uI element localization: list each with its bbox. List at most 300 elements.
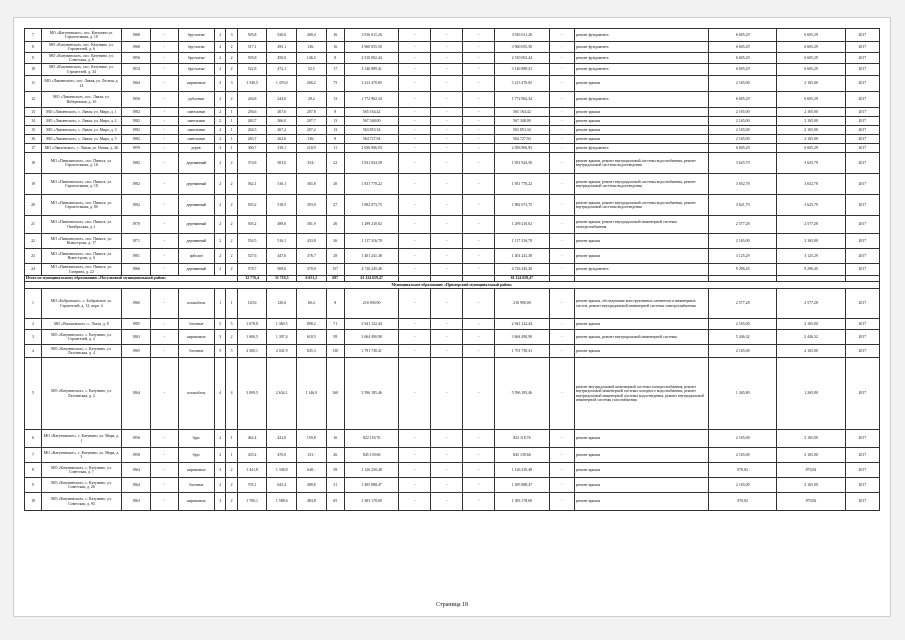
cell-tot: 845 139,66 — [495, 448, 550, 463]
cell-a1: 2 300,1 — [237, 345, 267, 358]
cell-en: 5 — [226, 345, 237, 358]
cell-c3: - — [151, 117, 178, 126]
cell-fl: 2 — [215, 249, 226, 264]
cell-cost: 565 164,42 — [344, 108, 399, 117]
cell-e3: - — [463, 463, 495, 478]
cell-year: 1960 — [121, 289, 151, 319]
cell-cost: 563 853,34 — [344, 126, 399, 135]
cell-a1: 562,1 — [237, 174, 267, 195]
cell-wall: деревянный — [178, 174, 214, 195]
cell-addr: МО «Пиньгинское», пос. Пиньга, ул. Новостроек, д. 6 — [42, 249, 122, 264]
cell-c3: - — [151, 76, 178, 92]
cell-e3: - — [463, 108, 495, 117]
cell-a1: 374,8 — [237, 153, 267, 174]
cell-a1: 505,8 — [237, 29, 267, 42]
cell-u2: 6 605,29 — [777, 92, 845, 108]
cell-year: 1964 — [121, 358, 151, 430]
cell-a3: 207,8 — [297, 108, 327, 117]
cell-year: 1966 — [121, 264, 151, 276]
cell-a2: 1 397,4 — [267, 330, 297, 345]
cell-n: 6 — [25, 430, 42, 448]
cell-u1: 3 625,79 — [709, 153, 777, 174]
cell-work: ремонт крыши — [574, 478, 708, 493]
cell-fl: 2 — [215, 53, 226, 64]
cell-en: 2 — [226, 195, 237, 216]
cell-e3: - — [463, 195, 495, 216]
cell-year: 1985 — [121, 319, 151, 330]
cell-en: 2 — [226, 493, 237, 511]
cell-addr: МО «Пиньгинское», пос. Пиньга, ул. Строительная, д. 18 — [42, 174, 122, 195]
cell-a1: 300,7 — [237, 144, 267, 153]
cell-addr: МО «Пиньгинское», пос. Пиньга, ул. Новостроек, д. 17 — [42, 234, 122, 249]
cell-c3: - — [151, 478, 178, 493]
cell-e1: - — [399, 264, 431, 276]
cell-wall: брусчатые — [178, 42, 214, 53]
cell-a3: 131,- — [297, 448, 327, 463]
cell-a2: 318,1 — [267, 144, 297, 153]
cell-e1: - — [399, 108, 431, 117]
cell-e1: - — [399, 463, 431, 478]
cell-en: 1 — [226, 144, 237, 153]
subtotal-area-b: 6 651,2 — [297, 276, 327, 282]
cell-e3: - — [463, 430, 495, 448]
cell-fl: 2 — [215, 448, 226, 463]
cell-a2: 518,5 — [267, 195, 297, 216]
cell-e1: - — [399, 493, 431, 511]
cell-e2: - — [431, 64, 463, 76]
table-row — [25, 448, 880, 463]
cell-a3: 808,2 — [297, 319, 327, 330]
cell-cost: 3 664 490,90 — [344, 330, 399, 345]
cell-res: 8 — [326, 289, 344, 319]
cell-yr: 2017 — [845, 330, 879, 345]
cell-cost: 1 831 924,58 — [344, 153, 399, 174]
cell-a2: 1 588,6 — [267, 493, 297, 511]
cell-yr: 2017 — [845, 126, 879, 135]
cell-wall: панельные — [178, 126, 214, 135]
cell-work: ремонт крыши — [574, 463, 708, 478]
cell-tot: 1 126 250,48 — [495, 463, 550, 478]
cell-a1: 505,8 — [237, 53, 267, 64]
cell-year: 1963 — [121, 330, 151, 345]
cell-a3: 640,- — [297, 463, 327, 478]
cell-u2: 6 605,29 — [777, 42, 845, 53]
cell-u2: 2 165,00 — [777, 117, 845, 126]
cell-en: 2 — [226, 330, 237, 345]
cell-year: 1954 — [121, 64, 151, 76]
cell-n: 10 — [25, 64, 42, 76]
cell-en: 1 — [226, 289, 237, 319]
cell-cost: 1 126 250,48 — [344, 463, 399, 478]
cell-c16: - — [549, 174, 574, 195]
cell-yr: 2017 — [845, 29, 879, 42]
cell-a1: 264,5 — [237, 126, 267, 135]
cell-a3: 207,7 — [297, 117, 327, 126]
cell-u2: 6 605,29 — [777, 53, 845, 64]
cell-u1: 870,82 — [709, 463, 777, 478]
cell-e1: - — [399, 29, 431, 42]
cell-c16: - — [549, 264, 574, 276]
cell-yr: 2017 — [845, 478, 879, 493]
cell-e1: - — [399, 64, 431, 76]
cell-fl: 2 — [215, 478, 226, 493]
cell-a3: 301,9 — [297, 216, 327, 234]
cell-n: 8 — [25, 463, 42, 478]
cell-wall: деревянный — [178, 153, 214, 174]
cell-e3: - — [463, 234, 495, 249]
cell-c16: - — [549, 319, 574, 330]
cell-addr: МО «Катунинское», пос. Катунино, ул. Строителей, д. 6 — [42, 42, 122, 53]
cell-e3: - — [463, 264, 495, 276]
cell-cost: 2 941 122,44 — [344, 319, 399, 330]
cell-wall: кирпичные — [178, 330, 214, 345]
cell-tot: 2 056 906,93 — [495, 144, 550, 153]
cell-res: 58 — [326, 330, 344, 345]
cell-wall: дерев. — [178, 144, 214, 153]
cell-c3: - — [151, 234, 178, 249]
cell-cost: 3 916 611,26 — [344, 29, 399, 42]
cell-addr: МО «Катунинское», с. Катунино, ул. Советская, д. 7 — [42, 463, 122, 478]
subtotal-area-a: 31 710,5 — [267, 276, 297, 282]
cell-tot: 1 117 316,78 — [495, 234, 550, 249]
cell-a3: 484,8 — [297, 493, 327, 511]
cell-wall: панельные — [178, 117, 214, 126]
cell-e1: - — [399, 174, 431, 195]
cell-c16: - — [549, 153, 574, 174]
cell-e3: - — [463, 53, 495, 64]
cell-addr: МО «Лявленское», с. Лявля, ул. Мира, д. 5 — [42, 135, 122, 144]
cell-n: 11 — [25, 76, 42, 92]
cell-work: ремонт крыши — [574, 249, 708, 264]
cell-n: 9 — [25, 53, 42, 64]
cell-c16: - — [549, 76, 574, 92]
cell-a3: 845,3 — [297, 345, 327, 358]
cell-e3: - — [463, 493, 495, 511]
cell-year: 1956 — [121, 430, 151, 448]
cell-tot: 4 726 245,40 — [495, 264, 550, 276]
cell-res: 8 — [326, 108, 344, 117]
cell-year: 1982 — [121, 174, 151, 195]
cell-cost: 1 383 178,69 — [344, 493, 399, 511]
cell-u1: 2 165,00 — [709, 234, 777, 249]
cell-yr: 2017 — [845, 153, 879, 174]
cell-u1: 2 577,28 — [709, 216, 777, 234]
cell-tot: 1 772 962,34 — [495, 92, 550, 108]
cell-u2: 2 165,00 — [777, 76, 845, 92]
cell-u2: 2 165,00 — [777, 126, 845, 135]
cell-c16: - — [549, 144, 574, 153]
cell-u1: 9 296,45 — [709, 264, 777, 276]
table-row — [25, 289, 880, 319]
cell-a2: 447,6 — [267, 249, 297, 264]
cell-tot: 1 831 924,58 — [495, 153, 550, 174]
cell-n: 21 — [25, 216, 42, 234]
cell-c3: - — [151, 289, 178, 319]
cell-u1: 2 165,00 — [709, 135, 777, 144]
cell-wall: блочные — [178, 345, 214, 358]
cell-yr: 2017 — [845, 216, 879, 234]
cell-en: 1 — [226, 117, 237, 126]
cell-addr: МО «Катунинское», пос. Катунино ул. Строительная, д. 10 — [42, 29, 122, 42]
cell-a1: 503,2 — [237, 195, 267, 216]
cell-addr: МО «Лявленское», с. Лявля, ул. Мира, д. 1 — [42, 108, 122, 117]
cell-fl: 3 — [215, 330, 226, 345]
cell-u2: 2 165,00 — [777, 135, 845, 144]
cell-wall: кирпичные — [178, 76, 214, 92]
cell-e2: - — [431, 289, 463, 319]
cell-a1: 244,8 — [237, 92, 267, 108]
cell-n: 13 — [25, 108, 42, 117]
cell-cost: 1 117 316,78 — [344, 234, 399, 249]
cell-c3: - — [151, 126, 178, 135]
cell-a3: 354,- — [297, 153, 327, 174]
cell-e2: - — [431, 330, 463, 345]
cell-c16: - — [549, 135, 574, 144]
cell-n: 24 — [25, 264, 42, 276]
cell-cost: 3 960 055,50 — [344, 42, 399, 53]
cell-a1: 705,1 — [237, 478, 267, 493]
table-row — [25, 358, 880, 430]
cell-work: ремонт крыши — [574, 108, 708, 117]
cell-tot: 1 831 770,22 — [495, 174, 550, 195]
cell-year: 1964 — [121, 463, 151, 478]
cell-a1: 527,6 — [237, 249, 267, 264]
cell-u1: 6 605,29 — [709, 144, 777, 153]
repair-program-table — [24, 28, 880, 511]
table-row — [25, 42, 880, 53]
cell-n: 2 — [25, 319, 42, 330]
cell-year: 1968 — [121, 29, 151, 42]
cell-addr: МО «Катунинское», с. Катунино, ул. Лахтинская, д. 4 — [42, 345, 122, 358]
cell-a3: 60,4 — [297, 289, 327, 319]
cell-tot: 3 146 889,41 — [495, 64, 550, 76]
cell-e2: - — [431, 264, 463, 276]
cell-yr: 2017 — [845, 53, 879, 64]
cell-e3: - — [463, 448, 495, 463]
cell-year: 1964 — [121, 478, 151, 493]
cell-a3: 136,- — [297, 135, 327, 144]
cell-e3: - — [463, 144, 495, 153]
cell-u2: 3 125,29 — [777, 249, 845, 264]
cell-cost: 5 596 185,46 — [344, 358, 399, 430]
cell-addr: МО «Катунинское», с. Катунино, ул. Строителей, д. 2 — [42, 330, 122, 345]
cell-work: ремонт крыши — [574, 117, 708, 126]
cell-a2: 422,0 — [267, 430, 297, 448]
cell-fl: 5 — [215, 345, 226, 358]
cell-tot: 565 164,42 — [495, 108, 550, 117]
cell-work: ремонт фундамента — [574, 264, 708, 276]
cell-e1: - — [399, 234, 431, 249]
table-row — [25, 430, 880, 448]
cell-wall: брус — [178, 448, 214, 463]
cell-yr: 2017 — [845, 108, 879, 117]
cell-e3: - — [463, 249, 495, 264]
cell-a1: 1 540,5 — [237, 76, 267, 92]
cell-res: 130 — [326, 345, 344, 358]
cell-year: 1971 — [121, 234, 151, 249]
cell-wall: арболит — [178, 249, 214, 264]
table-row — [25, 76, 880, 92]
cell-res: 157 — [326, 264, 344, 276]
cell-addr: МО «Катунинское», с. Катунино, ул. Советская, д. 94 — [42, 493, 122, 511]
cell-a1: 462,4 — [237, 430, 267, 448]
cell-a1: 435,4 — [237, 448, 267, 463]
subtotal-cost: 61 124 659,47 — [344, 276, 399, 282]
subtotal-total: 61 124 659,47 — [495, 276, 550, 282]
cell-c3: - — [151, 493, 178, 511]
cell-e3: - — [463, 319, 495, 330]
cell-e3: - — [463, 216, 495, 234]
cell-e2: - — [431, 448, 463, 463]
cell-yr: 2017 — [845, 195, 879, 216]
cell-c3: - — [151, 448, 178, 463]
cell-yr: 2017 — [845, 64, 879, 76]
cell-addr: МО «Лявленское», с. Лявля, ул. Новая, д. 26 — [42, 144, 122, 153]
cell-e2: - — [431, 153, 463, 174]
cell-c16: - — [549, 249, 574, 264]
cell-u1: 2 165,00 — [709, 126, 777, 135]
cell-a1: 120,6 — [237, 289, 267, 319]
cell-year: 1982 — [121, 126, 151, 135]
cell-yr: 2017 — [845, 42, 879, 53]
cell-fl: 1 — [215, 289, 226, 319]
cell-work: ремонт крыши, ремонт внутридомовой системы водоснабжения, ремонт внутридомовой системы водоотведения — [574, 195, 708, 216]
cell-res: 26 — [326, 234, 344, 249]
cell-u2: 2 165,00 — [777, 234, 845, 249]
cell-a2: 2 634,1 — [267, 358, 297, 430]
cell-u1: 2 165,00 — [709, 478, 777, 493]
cell-c16: - — [549, 463, 574, 478]
cell-res: 27 — [326, 195, 344, 216]
cell-a3: 400,4 — [297, 29, 327, 42]
cell-u1: 2 165,00 — [709, 117, 777, 126]
cell-u2: 870,82 — [777, 463, 845, 478]
cell-wall: деревянный — [178, 234, 214, 249]
cell-work: ремонт крыши — [574, 126, 708, 135]
cell-u2: 3 625,79 — [777, 195, 845, 216]
cell-res: 26 — [326, 216, 344, 234]
cell-tot: 1 401 241,38 — [495, 249, 550, 264]
table-row — [25, 153, 880, 174]
cell-e1: - — [399, 478, 431, 493]
cell-e2: - — [431, 174, 463, 195]
cell-addr: МО «Катунинское», с. Катунино, ул. Мира, д. 3 — [42, 448, 122, 463]
cell-u2: 2 165,00 — [777, 430, 845, 448]
cell-e3: - — [463, 29, 495, 42]
subtotal-label: Итого по муниципальному образованию «Поселковый муниципальный район» — [25, 276, 238, 282]
cell-u2: 6 605,29 — [777, 144, 845, 153]
cell-cost: 2 510 002,44 — [344, 53, 399, 64]
cell-e2: - — [431, 249, 463, 264]
cell-c16: - — [549, 330, 574, 345]
cell-fl: 3 — [215, 493, 226, 511]
cell-e1: - — [399, 216, 431, 234]
table-row — [25, 345, 880, 358]
table-row — [25, 117, 880, 126]
cell-yr: 2017 — [845, 264, 879, 276]
cell-a2: 267,2 — [267, 126, 297, 135]
cell-tot: 1 383 178,69 — [495, 493, 550, 511]
cell-addr: МО «Лявленское», пос. Лявля, ул. Набережная, д. 10 — [42, 92, 122, 108]
cell-a1: 263,7 — [237, 135, 267, 144]
cell-en: 2 — [226, 42, 237, 53]
cell-n: 5 — [25, 358, 42, 430]
cell-tot: 3 960 055,50 — [495, 42, 550, 53]
cell-tot: 567 348,00 — [495, 117, 550, 126]
cell-u2: 870,82 — [777, 493, 845, 511]
cell-yr: 2017 — [845, 345, 879, 358]
cell-cost: 1 401 241,38 — [344, 249, 399, 264]
cell-u2: 3 625,79 — [777, 153, 845, 174]
cell-a1: 263,7 — [237, 117, 267, 126]
cell-c3: - — [151, 42, 178, 53]
cell-n: 7 — [25, 29, 42, 42]
cell-n: 15 — [25, 126, 42, 135]
cell-fl: 2 — [215, 430, 226, 448]
cell-a2: 470,0 — [267, 448, 297, 463]
cell-cost: 1 791 730,41 — [344, 345, 399, 358]
cell-a3: 28,2 — [297, 92, 327, 108]
cell-addr: МО «Лявленское», с. Лявля, ул. Мира, д. 2 — [42, 117, 122, 126]
cell-u2: 2 446,32 — [777, 330, 845, 345]
table-row — [25, 319, 880, 330]
cell-res: 31 — [326, 478, 344, 493]
cell-fl: 4 — [215, 358, 226, 430]
cell-e1: - — [399, 358, 431, 430]
cell-wall: рубленые — [178, 92, 214, 108]
cell-wall: брусчатые — [178, 64, 214, 76]
cell-e3: - — [463, 478, 495, 493]
cell-e2: - — [431, 430, 463, 448]
cell-res: 20 — [326, 174, 344, 195]
cell-res: 65 — [326, 493, 344, 511]
cell-n: 19 — [25, 174, 42, 195]
cell-year: 1970 — [121, 216, 151, 234]
cell-e2: - — [431, 135, 463, 144]
cell-e1: - — [399, 126, 431, 135]
cell-a3: 370,0 — [297, 264, 327, 276]
cell-year: 1958 — [121, 448, 151, 463]
cell-yr: 2017 — [845, 319, 879, 330]
cell-c16: - — [549, 234, 574, 249]
cell-u1: 2 577,28 — [709, 289, 777, 319]
table-row — [25, 135, 880, 144]
cell-res: 16 — [326, 29, 344, 42]
cell-res: 11 — [326, 144, 344, 153]
cell-work: ремонт внутридомовой инженерной системы электроснабжения, ремонт внутридомовой инженерной системы холодного водоснабжения, ремонт внутридомовой инженерной системы водоотведения, ремонт внутридомовой инженерной системы газоснабжения — [574, 358, 708, 430]
cell-c3: - — [151, 345, 178, 358]
cell-c3: - — [151, 92, 178, 108]
cell-yr: 2017 — [845, 76, 879, 92]
cell-c16: - — [549, 358, 574, 430]
cell-res: 160 — [326, 358, 344, 430]
cell-en: 3 — [226, 76, 237, 92]
cell-e3: - — [463, 345, 495, 358]
cell-e1: - — [399, 53, 431, 64]
cell-a2: 503,0 — [267, 153, 297, 174]
cell-work: ремонт крыши, ремонт внутридомовой инженерной системы электроснабжения — [574, 216, 708, 234]
cell-a3: 218,9 — [297, 144, 327, 153]
cell-n: 23 — [25, 249, 42, 264]
cell-work: ремонт крыши, обследование конструктивных элементов и инженерных систем, ремонт внутридомовой инженерной системы электроснабжения — [574, 289, 708, 319]
cell-e1: - — [399, 345, 431, 358]
cell-yr: 2017 — [845, 358, 879, 430]
cell-e2: - — [431, 126, 463, 135]
cell-year: 1982 — [121, 153, 151, 174]
cell-e1: - — [399, 195, 431, 216]
cell-cost: 1 831 770,22 — [344, 174, 399, 195]
cell-addr: МО «Пиньгинское», пос. Пиньга, ул. Гагарина, д. 22 — [42, 264, 122, 276]
